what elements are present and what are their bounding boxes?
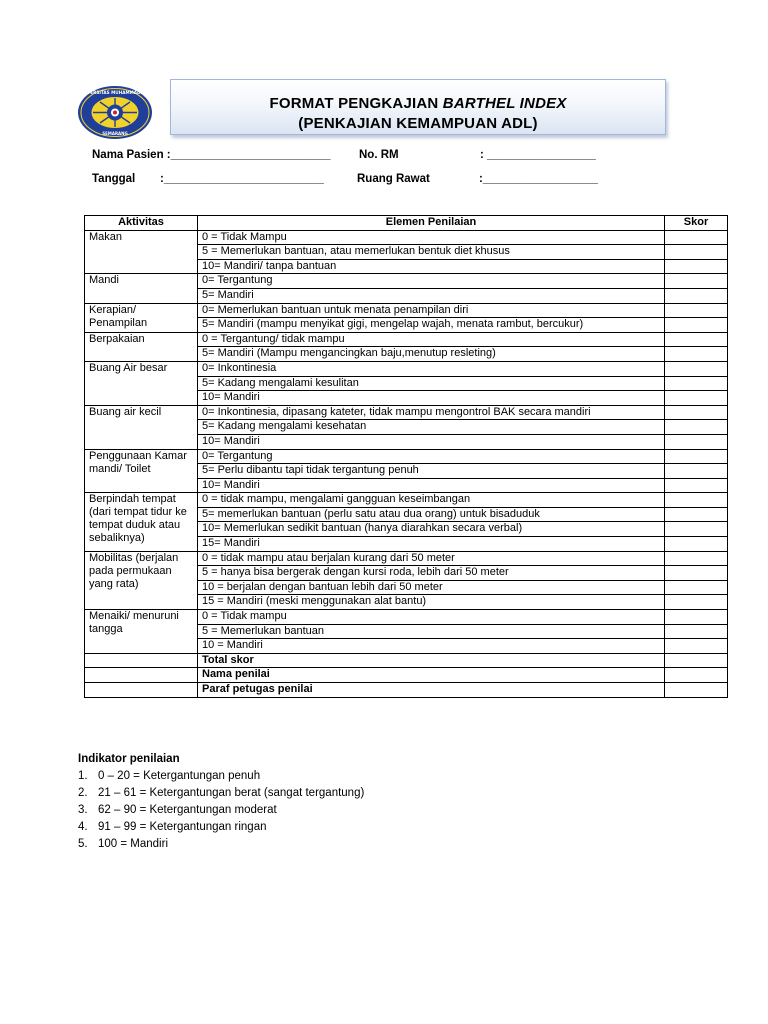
footer-label-cell: Paraf petugas penilai <box>198 683 665 698</box>
tanggal-label: Tanggal <box>92 173 136 185</box>
score-cell[interactable] <box>665 259 728 274</box>
table-row <box>85 332 728 347</box>
element-cell: 5= Mandiri <box>198 288 665 303</box>
score-cell[interactable] <box>665 464 728 479</box>
header-skor: Skor <box>665 216 728 231</box>
element-cell: 0= Inkontinesia, dipasang kateter, tidak mampu mengontrol BAK secara mandiri <box>198 405 665 420</box>
activity-cell: Mobilitas (berjalan pada permukaan yang rata) <box>85 551 198 609</box>
indikator-item <box>78 802 364 819</box>
score-cell[interactable] <box>665 347 728 362</box>
table-row <box>85 405 728 420</box>
activity-cell: Berpindah tempat (dari tempat tidur ke tempat duduk atau sebaliknya) <box>85 493 198 551</box>
element-cell: 5= Mandiri (mampu menyikat gigi, mengelap wajah, menata rambut, bercukur) <box>198 318 665 333</box>
element-cell: 0 = Tidak mampu <box>198 610 665 625</box>
blank-cell <box>85 668 198 683</box>
footer-value-cell[interactable] <box>665 683 728 698</box>
nama-pasien-field[interactable]: Nama Pasien :_________________________ <box>92 149 331 161</box>
table-row <box>85 361 728 376</box>
activity-cell: Buang Air besar <box>85 361 198 405</box>
table-row <box>85 274 728 289</box>
table-row <box>85 610 728 625</box>
indikator-number: 4. <box>78 821 88 833</box>
score-cell[interactable] <box>665 449 728 464</box>
seal-text-bottom <box>102 131 128 136</box>
table-row <box>85 551 728 566</box>
form-subtitle: (PENKAJIAN KEMAMPUAN ADL) <box>298 115 538 132</box>
element-cell: 5 = Memerlukan bantuan, atau memerlukan bentuk diet khusus <box>198 245 665 260</box>
indikator-number: 2. <box>78 787 88 799</box>
element-cell: 0= Memerlukan bantuan untuk menata penampilan diri <box>198 303 665 318</box>
element-cell: 10= Mandiri <box>198 391 665 406</box>
element-cell: 0= Inkontinesia <box>198 361 665 376</box>
form-title <box>171 95 665 112</box>
score-cell[interactable] <box>665 507 728 522</box>
activity-cell: Menaiki/ menuruni tangga <box>85 610 198 654</box>
element-cell: 10 = Mandiri <box>198 639 665 654</box>
indikator-item <box>78 836 364 853</box>
svg-text:UNIVERSITAS MUHAMMADIYAH: UNIVERSITAS MUHAMMADIYAH <box>78 90 152 95</box>
score-cell[interactable] <box>665 610 728 625</box>
score-cell[interactable] <box>665 332 728 347</box>
element-cell: 5= Kadang mengalami kesehatan <box>198 420 665 435</box>
score-cell[interactable] <box>665 639 728 654</box>
table-row <box>85 449 728 464</box>
blank-cell <box>85 683 198 698</box>
score-cell[interactable] <box>665 230 728 245</box>
header-elemen-penilaian: Elemen Penilaian <box>198 216 665 231</box>
indikator-number: 5. <box>78 838 88 850</box>
table-row <box>85 493 728 508</box>
indikator-text: 91 – 99 = Ketergantungan ringan <box>98 821 267 833</box>
score-cell[interactable] <box>665 551 728 566</box>
score-cell[interactable] <box>665 522 728 537</box>
score-cell[interactable] <box>665 493 728 508</box>
table-footer-row <box>85 668 728 683</box>
university-seal-logo <box>77 85 153 140</box>
footer-value-cell[interactable] <box>665 668 728 683</box>
element-cell: 10= Mandiri/ tanpa bantuan <box>198 259 665 274</box>
activity-cell: Kerapian/ Penampilan <box>85 303 198 332</box>
no-rm-field[interactable]: : _________________ <box>480 149 596 161</box>
element-cell: 0 = tidak mampu atau berjalan kurang dari 50 meter <box>198 551 665 566</box>
activity-cell: Makan <box>85 230 198 274</box>
score-cell[interactable] <box>665 303 728 318</box>
score-cell[interactable] <box>665 391 728 406</box>
element-cell: 10= Memerlukan sedikit bantuan (hanya diarahkan secara verbal) <box>198 522 665 537</box>
table-header-row <box>85 216 728 231</box>
element-cell: 5= Perlu dibantu tapi tidak tergantung penuh <box>198 464 665 479</box>
indikator-text: 21 – 61 = Ketergantungan berat (sangat tergantung) <box>98 787 365 799</box>
score-cell[interactable] <box>665 580 728 595</box>
barthel-index-table <box>84 215 728 698</box>
score-cell[interactable] <box>665 405 728 420</box>
indikator-text: 62 – 90 = Ketergantungan moderat <box>98 804 277 816</box>
element-cell: 10= Mandiri <box>198 478 665 493</box>
svg-text:SEMARANG: SEMARANG <box>102 131 128 136</box>
ruang-rawat-field[interactable]: :__________________ <box>479 173 598 185</box>
indikator-penilaian <box>78 751 364 853</box>
title-prefix: FORMAT PENGKAJIAN <box>269 95 443 112</box>
element-cell: 0 = Tergantung/ tidak mampu <box>198 332 665 347</box>
element-cell: 0= Tergantung <box>198 274 665 289</box>
tanggal-field[interactable]: :_________________________ <box>160 173 324 185</box>
element-cell: 5 = hanya bisa bergerak dengan kursi roda, lebih dari 50 meter <box>198 566 665 581</box>
indikator-number: 3. <box>78 804 88 816</box>
table-body <box>85 230 728 697</box>
score-cell[interactable] <box>665 274 728 289</box>
score-cell[interactable] <box>665 595 728 610</box>
title-italic: BARTHEL INDEX <box>442 95 567 112</box>
indikator-text: 0 – 20 = Ketergantungan penuh <box>98 770 261 782</box>
footer-label-cell: Total skor <box>198 653 665 668</box>
score-cell[interactable] <box>665 361 728 376</box>
element-cell: 0= Tergantung <box>198 449 665 464</box>
score-cell[interactable] <box>665 376 728 391</box>
activity-cell: Mandi <box>85 274 198 303</box>
score-cell[interactable] <box>665 624 728 639</box>
score-cell[interactable] <box>665 318 728 333</box>
indikator-item <box>78 785 364 802</box>
activity-cell: Berpakaian <box>85 332 198 361</box>
element-cell: 10 = berjalan dengan bantuan lebih dari 50 meter <box>198 580 665 595</box>
seal-text-top <box>79 90 152 95</box>
score-cell[interactable] <box>665 434 728 449</box>
element-cell: 5= Mandiri (Mampu mengancingkan baju,menutup resleting) <box>198 347 665 362</box>
ruang-rawat-label: Ruang Rawat <box>357 173 430 185</box>
element-cell: 5= memerlukan bantuan (perlu satu atau dua orang) untuk bisaduduk <box>198 507 665 522</box>
score-cell[interactable] <box>665 288 728 303</box>
score-cell[interactable] <box>665 537 728 552</box>
blank-cell <box>85 653 198 668</box>
score-cell[interactable] <box>665 478 728 493</box>
indikator-item <box>78 768 364 785</box>
element-cell: 15 = Mandiri (meski menggunakan alat bantu) <box>198 595 665 610</box>
footer-label-cell: Nama penilai <box>198 668 665 683</box>
form-title-box <box>170 79 666 135</box>
table-row <box>85 230 728 245</box>
table-row <box>85 303 728 318</box>
score-cell[interactable] <box>665 420 728 435</box>
element-cell: 10= Mandiri <box>198 434 665 449</box>
header-aktivitas: Aktivitas <box>85 216 198 231</box>
element-cell: 15= Mandiri <box>198 537 665 552</box>
element-cell: 0 = Tidak Mampu <box>198 230 665 245</box>
table-footer-row <box>85 683 728 698</box>
indikator-number: 1. <box>78 770 88 782</box>
footer-value-cell[interactable] <box>665 653 728 668</box>
indikator-text: 100 = Mandiri <box>98 838 168 850</box>
element-cell: 0 = tidak mampu, mengalami gangguan keseimbangan <box>198 493 665 508</box>
score-cell[interactable] <box>665 245 728 260</box>
no-rm-label: No. RM <box>359 149 399 161</box>
element-cell: 5= Kadang mengalami kesulitan <box>198 376 665 391</box>
indikator-title: Indikator penilaian <box>78 753 180 765</box>
activity-cell: Buang air kecil <box>85 405 198 449</box>
indikator-list <box>78 768 364 853</box>
activity-cell: Penggunaan Kamar mandi/ Toilet <box>85 449 198 493</box>
element-cell: 5 = Memerlukan bantuan <box>198 624 665 639</box>
score-cell[interactable] <box>665 566 728 581</box>
indikator-item <box>78 819 364 836</box>
table-footer-row <box>85 653 728 668</box>
